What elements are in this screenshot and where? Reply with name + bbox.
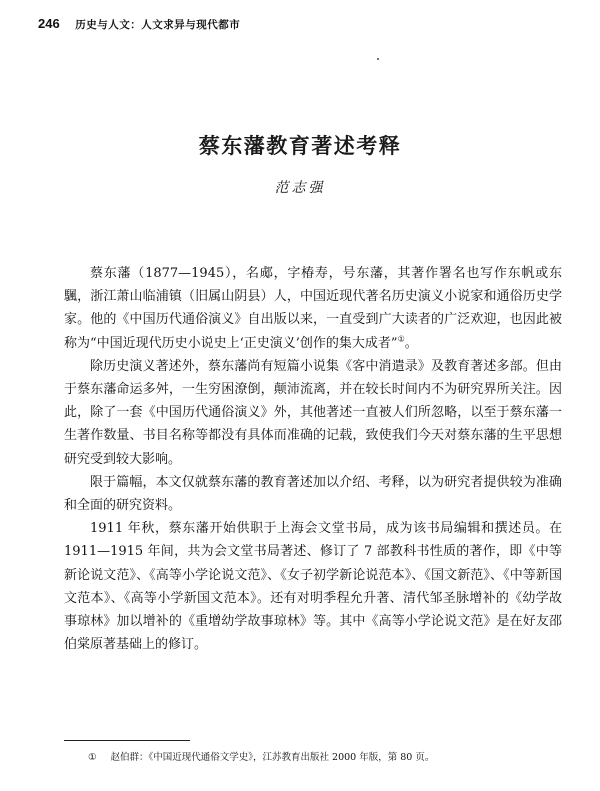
paragraph bbox=[64, 517, 562, 656]
footnote-reference[interactable]: ① bbox=[397, 334, 405, 344]
paragraph bbox=[64, 471, 562, 517]
footnote-divider bbox=[64, 740, 190, 741]
article-body bbox=[64, 262, 562, 656]
paragraph bbox=[64, 262, 562, 355]
scan-speck bbox=[377, 58, 379, 60]
running-header bbox=[38, 14, 558, 34]
paragraph-text-tail: 。 bbox=[404, 335, 418, 351]
page-number: 246 bbox=[38, 16, 60, 31]
paragraph-text: 1911 年秋，蔡东藩开始供职于上海会文堂书局，成为该书局编辑和撰述员。在 1911—1915 年间，共为会文堂书局著述、修订了 7 部教科书性质的著作，即《中等新论说文范》、《高等小学论说文范》、《女子初学新论说范本》、《国文新范》、《中等新国文范本》、《高等小学新国文范本》。还有对明季程允升著、清代邹圣脉增补的《幼学故事琼林》加以增补的《重增幼学故事琼林》等。其中《高等小学论说文范》是在好友邵伯棠原著基础上的修订。 bbox=[64, 521, 562, 653]
paragraph-text: 蔡东藩（1877—1945），名郕，字椿寿，号东藩，其著作署名也写作东帆或东颿，浙江萧山临浦镇（旧属山阴县）人，中国近现代著名历史演义小说家和通俗历史学家。他的《中国历代通俗演义》自出版以来，一直受到广大读者的广泛欢迎，也因此被称为“中国近现代历史小说史上‘正史演义’创作的集大成者” bbox=[64, 266, 562, 351]
paragraph bbox=[64, 355, 562, 471]
article-author: 范志强 bbox=[274, 180, 326, 196]
running-title: 历史与人文：人文求异与现代都市 bbox=[75, 19, 241, 31]
paragraph-text: 除历史演义著述外，蔡东藩尚有短篇小说集《客中消遣录》及教育著述多部。但由于蔡东藩命运多舛，一生穷困潦倒，颠沛流离，并在较长时间内不为研究界所关注。因此，除了一套《中国历代通俗演义》外，其他著述一直被人们所忽略，以至于蔡东藩一生著作数量、书目名称等都没有具体而准确的记载，致使我们今天对蔡东藩的生平思想研究受到较大影响。 bbox=[64, 358, 562, 467]
footnote bbox=[88, 751, 558, 765]
paragraph-text: 限于篇幅，本文仅就蔡东藩的教育著述加以介绍、考释，以为研究者提供较为准确和全面的研究资料。 bbox=[64, 474, 562, 514]
article-title: 蔡东藩教育著述考释 bbox=[198, 134, 402, 158]
footnote-mark: ① bbox=[88, 752, 97, 763]
footnote-text: 赵伯群：《中国近现代通俗文学史》，江苏教育出版社 2000 年版，第 80 页。 bbox=[110, 752, 435, 763]
